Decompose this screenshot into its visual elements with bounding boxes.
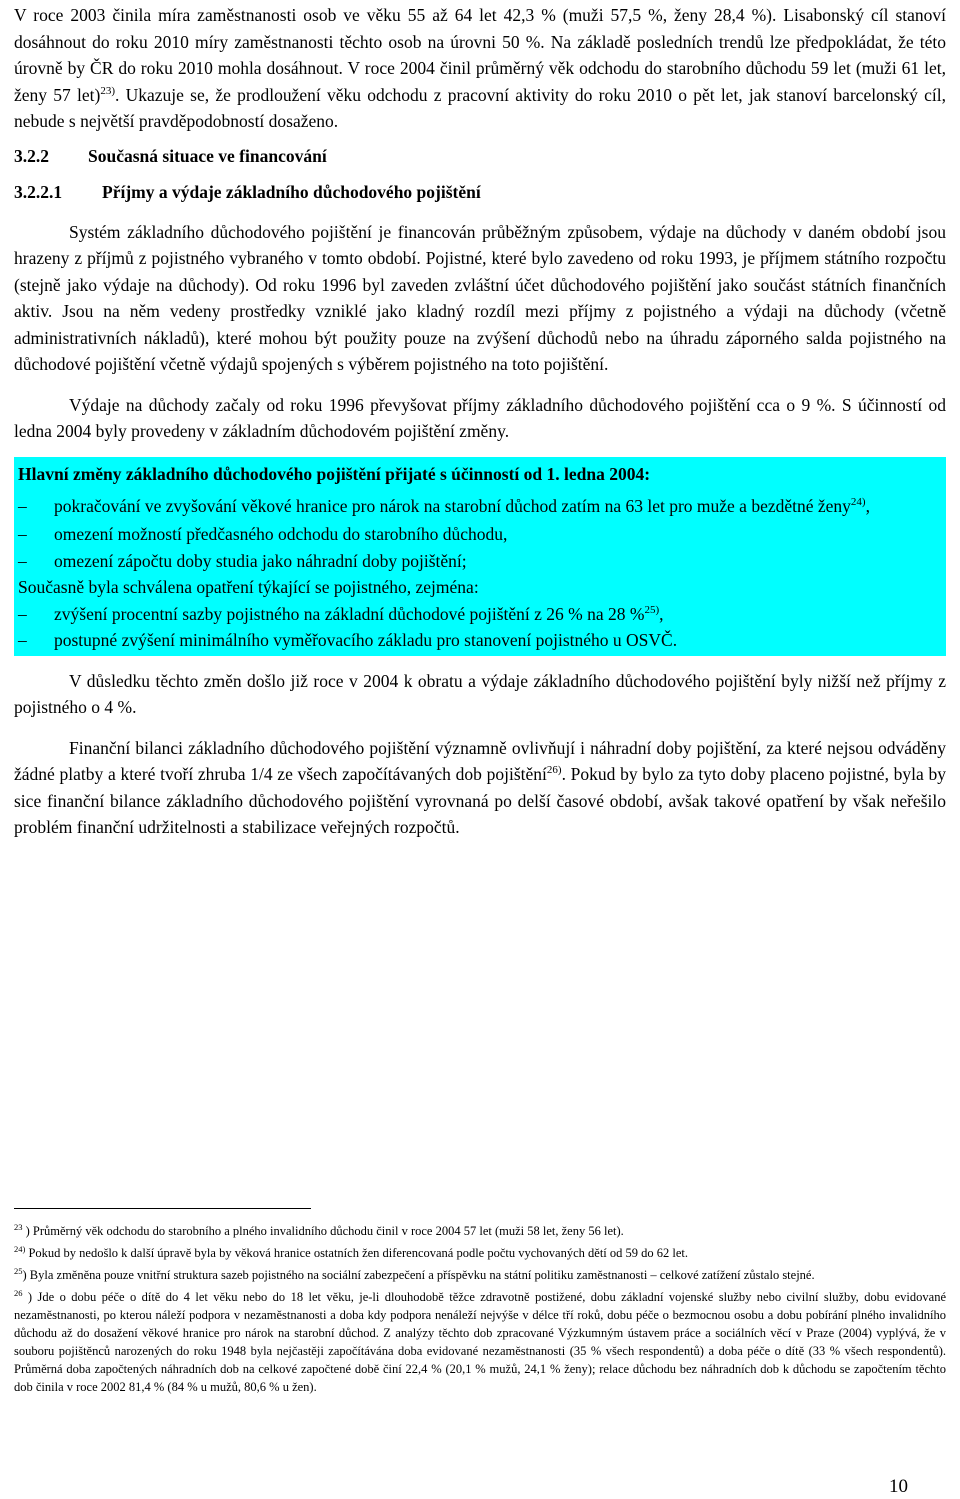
dash-bullet: –	[18, 603, 27, 624]
paragraph-text: Finanční bilanci základního důchodového pojištění významně ovlivňují i náhradní doby pojištění, za které nejsou odváděny žádné platby a které tvoří zhruba 1/4 ze všech započítávaných dob pojištění	[14, 737, 946, 784]
paragraph-text: . Pokud by bylo za tyto doby placeno pojistné, byla by sice finanční bilance základního důchodového pojištění vyrovnaná po delší časové období, avšak takové opatření by však neřešilo problém finanční udržitelnosti a stabilizace veřejných rozpočtů.	[14, 764, 947, 837]
footnote-text: Pokud by nedošlo k další úpravě byla by věková hranice ostatních žen diferencovaná podle počtu vychovaných dětí od 59 do 62 let.	[25, 1246, 689, 1260]
footnote-text: ) Jde o dobu péče o dítě do 4 let věku nebo do 18 let věku, je-li dlouhodobě těžce zdravotně postižené, dobu základní vojenské služby nebo civilní služby, dobu evidované nezaměstnanosti, po kterou náleží podpora v nezaměstnanosti a doba kdy podpora nenáleží nejvýše v délce tří roků, dobu péče o bezmocnou osobu a dobu pobírání plného invalidního důchodu až do dosažení věkové hranice pro nárok na starobní důchod. Z analýzy těchto dob zpracované Výzkumným ústavem práce a sociálních věcí v Praze (2004) vyplývá, že v souboru pojištěnců narozených do roku 1948 byla nejčastěji započítávána doba evidované nezaměstnanosti (35 % všech respondentů) a doba péče o dítě (33 % všech respondentů). Průměrná doba započtených náhradních dob na celkové započtené době činí 22,4 % (20,1 % mužů, 24,1 % ženy); relace důchodu bez náhradních dob k důchodu se započtením těchto dob činila v roce 2002 81,4 % (84 % u mužů, 80,6 % u žen).	[14, 1290, 946, 1394]
footnote-ref-26[interactable]: 26)	[546, 764, 562, 776]
section-number: 3.2.2	[14, 145, 49, 166]
footnote-mark: 23	[14, 1222, 23, 1232]
list-item	[18, 627, 942, 654]
dash-bullet: –	[18, 495, 27, 516]
page-content	[14, 0, 946, 841]
box-title: Hlavní změny základního důchodového pojištění přijaté s účinností od 1. ledna 2004:	[18, 463, 651, 484]
paragraph-consequences: V důsledku těchto změn došlo již roce v 2004 k obratu a výdaje základního důchodového pojištění byly nižší než příjmy z pojistného o 4 %.	[14, 670, 946, 717]
list-item-text: ,	[865, 495, 870, 516]
section-heading-3-2-2-1	[14, 179, 946, 205]
footnote-ref-23[interactable]: 23)	[100, 84, 116, 97]
list-item	[18, 601, 942, 628]
section-title: Současná situace ve financování	[88, 145, 327, 166]
footnote-26	[14, 1288, 946, 1396]
paragraph-expenditure: Výdaje na důchody začaly od roku 1996 převyšovat příjmy základního důchodového pojištění cca o 9 %. S účinností od ledna 2004 byly provedeny v základním důchodovém pojištění změny.	[14, 394, 946, 441]
paragraph-financial-balance	[14, 735, 946, 841]
page-number: 10	[889, 1476, 908, 1497]
list-item-text: zvýšení procentní sazby pojistného na základní důchodové pojištění z 26 % na 28 %	[54, 603, 645, 624]
list-item	[18, 493, 942, 520]
paragraph-text: V roce 2003 činila míra zaměstnanosti osob ve věku 55 až 64 let 42,3 % (muži 57,5 %, ženy 28,4 %). Lisabonský cíl stanoví dosáhnout do roku 2010 míry zaměstnanosti těchto osob na úrovni 50 %. Na základě posledních trendů lze předpokládat, že této úrovně by ČR do roku 2010 mohla dosáhnout. V roce 2004 činil průměrný věk odchodu do starobního důchodu 59 let (muži 61 let, ženy 57 let)	[14, 5, 946, 105]
list-item-text: postupné zvýšení minimálního vyměřovacího základu pro stanovení pojistného u OSVČ.	[54, 630, 678, 650]
list-item-text: omezení zápočtu doby studia jako náhradní doby pojištění;	[54, 550, 467, 571]
dash-bullet: –	[18, 524, 27, 544]
footnote-text: ) Byla změněna pouze vnitřní struktura sazeb pojistného na sociální zabezpečení a příspěvku na státní politiku zaměstnanosti – celkové zatížení zůstalo stejné.	[22, 1268, 815, 1282]
list-item-text: omezení možností předčasného odchodu do starobního důchodu,	[54, 524, 508, 544]
section-heading-3-2-2	[14, 143, 946, 169]
footnote-mark: 26	[14, 1288, 23, 1298]
footnote-ref-25[interactable]: 25)	[644, 603, 660, 616]
dash-bullet: –	[18, 550, 27, 571]
footnote-mark: 25	[14, 1266, 23, 1276]
paragraph-employment-rate	[14, 0, 946, 135]
footnote-ref-24[interactable]: 24)	[850, 495, 866, 508]
box-subheading: Současně byla schválena opatření týkající se pojistného, zejména:	[18, 577, 479, 597]
section-title: Příjmy a výdaje základního důchodového pojištění	[102, 181, 481, 202]
list-item-text: pokračování ve zvyšování věkové hranice pro nárok na starobní důchod zatím na 63 let pro muže a bezdětné ženy	[54, 495, 851, 516]
list-item	[18, 521, 942, 548]
changes-list	[18, 493, 942, 575]
paragraph-text: . Ukazuje se, že prodloužení věku odchodu z pracovní aktivity do roku 2010 o pět let, jak stanoví barcelonský cíl, nebude s největší pravděpodobností dosaženo.	[14, 84, 946, 131]
paragraph-financing-system: Systém základního důchodového pojištění je financován průběžným způsobem, výdaje na důchody v daném období jsou hrazeny z příjmů z pojistného vybraného v tomto období. Pojistné, které bylo zavedeno od roku 1993, je příjmem státního rozpočtu (stejně jako výdaje na důchody). Od roku 1996 byl zaveden zvláštní účet důchodového pojištění jako součást státních finančních aktiv. Jsou na něm vedeny prostředky vzniklé jako kladný rozdíl mezi příjmy z pojistného a výdaji na důchody (včetně administrativních nákladů), které mohou být použity pouze na zvýšení důchodů nebo na úhradu záporného salda pojistného na důchodové pojištění včetně výdajů spojených s výběrem pojistného na toto pojištění.	[14, 221, 946, 374]
insurance-measures-list	[18, 601, 942, 654]
section-number: 3.2.2.1	[14, 181, 63, 202]
footnote-mark: 24)	[14, 1244, 26, 1254]
dash-bullet: –	[18, 630, 27, 650]
footnote-25	[14, 1266, 946, 1284]
footnote-23	[14, 1222, 946, 1240]
footnote-separator	[14, 1208, 311, 1209]
highlight-box-main-changes	[14, 457, 946, 656]
footnote-text: ) Průměrný věk odchodu do starobního a plného invalidního důchodu činil v roce 2004 57 let (muži 58 let, ženy 56 let).	[22, 1224, 624, 1238]
list-item-text: ,	[659, 603, 664, 624]
footnotes	[14, 1222, 946, 1400]
list-item	[18, 548, 942, 575]
footnote-24	[14, 1244, 946, 1262]
